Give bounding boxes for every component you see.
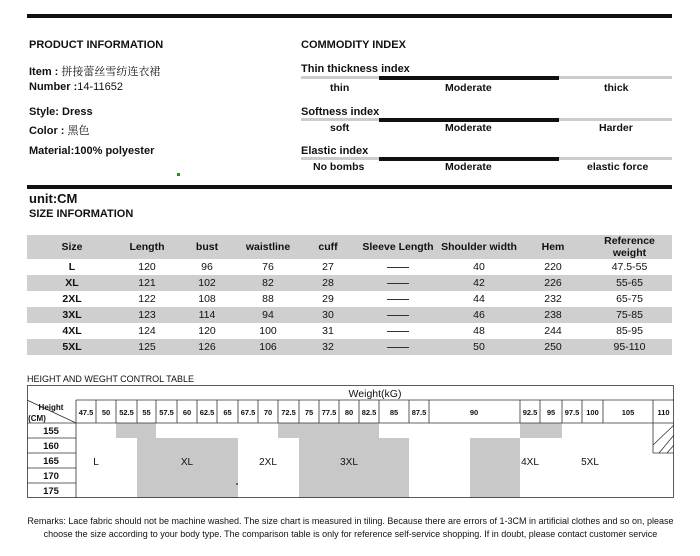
- weight-tick-label: 75: [304, 408, 314, 417]
- dash-mark: [387, 267, 409, 268]
- size-info-title: SIZE INFORMATION: [29, 208, 134, 220]
- cell-sleeve-length: [357, 307, 439, 323]
- cell-hem: 244: [544, 325, 562, 337]
- height-label: 160: [43, 441, 59, 452]
- cell-shoulder-width: 44: [473, 293, 485, 305]
- cell-hem: 226: [544, 277, 562, 289]
- header-hem: Hem: [541, 241, 565, 253]
- weight-tick-label: 97.5: [564, 408, 580, 417]
- cell-shoulder-width: 46: [473, 309, 485, 321]
- header-shoulder-width: Shoulder width: [441, 241, 517, 253]
- cell-length: 121: [138, 277, 156, 289]
- cell-bust: 102: [198, 277, 216, 289]
- weight-tick-label: 77.5: [321, 408, 337, 417]
- weight-tick-label: 80: [344, 408, 354, 417]
- color-line: [29, 122, 90, 138]
- header-length: Length: [129, 241, 165, 253]
- size-region-label: 5XL: [581, 457, 599, 468]
- item-line: [29, 63, 160, 79]
- cell-sleeve-length: [357, 275, 439, 291]
- cell-size: 4XL: [62, 325, 82, 337]
- item-value: 拼接蕾丝雪纺连衣裙: [61, 66, 161, 78]
- cell-hem: 238: [544, 309, 562, 321]
- color-value: 黑色: [67, 125, 90, 137]
- elastic-level-high: elastic force: [587, 161, 649, 173]
- softness-level-mid: Moderate: [445, 122, 492, 134]
- cell-waistline: 88: [262, 293, 274, 305]
- cell-sleeve-length: [357, 291, 439, 307]
- cell-shoulder-width: 40: [473, 261, 485, 273]
- cell-hem: 232: [544, 293, 562, 305]
- cell-reference-weight: 75-85: [616, 309, 643, 321]
- cell-size: 5XL: [62, 341, 82, 353]
- cell-cuff: 32: [322, 341, 334, 353]
- height-label: 175: [43, 486, 59, 497]
- cell-reference-weight: 85-95: [616, 325, 643, 337]
- number-label: Number :: [29, 81, 78, 93]
- commodity-index-title: COMMODITY INDEX: [301, 39, 406, 51]
- product-info-title: PRODUCT INFORMATION: [29, 39, 164, 51]
- weight-tick-label: 85: [389, 408, 399, 417]
- height-label: 165: [43, 456, 59, 467]
- cell-cuff: 28: [322, 277, 334, 289]
- region-5xl-top: [520, 423, 562, 438]
- table-row: [27, 275, 672, 291]
- cell-sleeve-length: [357, 339, 439, 355]
- table-row: [27, 259, 672, 275]
- thickness-bar-left: [301, 76, 379, 79]
- softness-index-name: Softness index: [301, 106, 380, 118]
- style-label: Style:: [29, 106, 59, 118]
- cell-cuff: 31: [322, 325, 334, 337]
- size-region-label: 2XL: [259, 457, 277, 468]
- cell-cuff: 30: [322, 309, 334, 321]
- table-row: [27, 291, 672, 307]
- softness-bar-left: [301, 118, 379, 121]
- cell-hem: 220: [544, 261, 562, 273]
- cell-size: L: [68, 261, 76, 273]
- size-region-label: 4XL: [521, 457, 539, 468]
- weight-tick-label: 55: [142, 408, 151, 417]
- dash-mark: [387, 331, 409, 332]
- thickness-level-high: thick: [604, 82, 629, 94]
- softness-bar-right: [559, 118, 672, 121]
- height-label: 170: [43, 471, 59, 482]
- weight-tick-label: 110: [657, 408, 670, 417]
- material-label: Material:: [29, 145, 75, 157]
- elastic-index-name: Elastic index: [301, 145, 369, 157]
- style-value: Dress: [62, 106, 93, 118]
- unit-label: unit:CM: [29, 191, 78, 206]
- table-row: [27, 339, 672, 355]
- hatch-line: [653, 425, 674, 445]
- material-line: [29, 145, 154, 157]
- cell-bust: 96: [201, 261, 213, 273]
- decorative-dot: [236, 483, 238, 485]
- cell-shoulder-width: 50: [473, 341, 485, 353]
- elastic-bar-right: [559, 157, 672, 160]
- hatch-line: [659, 435, 674, 453]
- hatch-line: [667, 445, 674, 453]
- height-label: 155: [43, 426, 59, 437]
- size-region-label: XL: [180, 457, 194, 468]
- region-xl: [137, 438, 238, 498]
- thickness-level-mid: Moderate: [445, 82, 492, 94]
- remarks-text: Remarks: Lace fabric should not be machine washed. The size chart is measured in tiling. Because there are errors of 1-3CM in artificial clothes and so on, please choose the size according to your body type. The comparison table is only for reference self-service shopping. If in doubt, please contact customer service: [27, 516, 674, 539]
- section-separator: [27, 185, 672, 189]
- cell-shoulder-width: 48: [473, 325, 485, 337]
- number-value: 14-11652: [77, 81, 123, 93]
- weight-tick-label: 70: [263, 408, 273, 417]
- region-xl-top: [116, 423, 156, 438]
- region-4xl-5xl: [470, 438, 520, 498]
- material-value: 100% polyester: [74, 145, 155, 157]
- weight-tick-label: 72.5: [281, 408, 296, 417]
- cell-bust: 108: [198, 293, 216, 305]
- header-size: Size: [61, 241, 83, 253]
- cell-size: 2XL: [62, 293, 82, 305]
- weight-tick-label: 57.5: [159, 408, 174, 417]
- cell-cuff: 27: [322, 261, 334, 273]
- weight-tick-label: 95: [546, 408, 556, 417]
- elastic-bar-left: [301, 157, 379, 160]
- cell-length: 122: [138, 293, 156, 305]
- dash-mark: [387, 299, 409, 300]
- elastic-level-low: No bombs: [313, 161, 365, 173]
- cell-length: 124: [138, 325, 156, 337]
- weight-tick-label: 47.5: [78, 408, 94, 417]
- cell-hem: 250: [544, 341, 562, 353]
- cell-length: 125: [138, 341, 156, 353]
- cell-reference-weight: 47.5-55: [611, 261, 648, 273]
- cell-sleeve-length: [357, 323, 439, 339]
- item-label: Item :: [29, 66, 59, 78]
- cell-waistline: 106: [259, 341, 277, 353]
- cell-reference-weight: 95-110: [613, 341, 646, 353]
- cell-size: 3XL: [62, 309, 82, 321]
- dash-mark: [387, 347, 409, 348]
- size-table-header: [27, 235, 672, 259]
- header-waistline: waistline: [245, 241, 291, 253]
- weight-tick-label: 52.5: [119, 408, 134, 417]
- weight-axis-label: Weight(kG): [348, 388, 402, 400]
- number-line: [29, 81, 123, 93]
- weight-tick-label: 87.5: [411, 408, 427, 417]
- header-reference-weight: Reference weight: [604, 235, 655, 259]
- cell-bust: 114: [198, 309, 216, 321]
- cell-waistline: 94: [262, 309, 274, 321]
- weight-tick-label: 92.5: [522, 408, 538, 417]
- corner-height-label: Height: [38, 403, 64, 412]
- cell-waistline: 100: [259, 325, 277, 337]
- weight-tick-label: 62.5: [199, 408, 215, 417]
- header-cuff: cuff: [318, 241, 338, 253]
- table-row: [27, 307, 672, 323]
- cell-waistline: 76: [262, 261, 274, 273]
- thickness-index-name: Thin thickness index: [301, 63, 410, 75]
- dash-mark: [387, 283, 409, 284]
- header-bust: bust: [195, 241, 219, 253]
- hw-chart: [27, 385, 675, 498]
- cell-reference-weight: 65-75: [616, 293, 643, 305]
- thickness-level-low: thin: [330, 82, 350, 94]
- region-3xl-top: [278, 423, 379, 438]
- softness-level-high: Harder: [599, 122, 633, 134]
- thickness-bar-mid: [379, 76, 559, 80]
- color-label: Color :: [29, 125, 65, 137]
- decorative-dot: [177, 173, 180, 176]
- header-sleeve-length: Sleeve Length: [362, 241, 434, 253]
- weight-tick-label: 100: [586, 408, 599, 417]
- weight-tick-label: 60: [182, 408, 192, 417]
- cell-reference-weight: 55-65: [616, 277, 643, 289]
- weight-tick-label: 65: [223, 408, 232, 417]
- top-rule: [27, 14, 672, 18]
- cell-sleeve-length: [357, 259, 439, 275]
- weight-tick-label: 67.5: [240, 408, 256, 417]
- table-row: [27, 323, 672, 339]
- cell-shoulder-width: 42: [473, 277, 485, 289]
- region-3xl: [299, 438, 409, 498]
- weight-tick-label: 82.5: [361, 408, 377, 417]
- weight-tick-label: 90: [469, 408, 479, 417]
- cell-bust: 120: [198, 325, 216, 337]
- elastic-level-mid: Moderate: [445, 161, 492, 173]
- dash-mark: [387, 315, 409, 316]
- style-line: [29, 106, 93, 118]
- cell-bust: 126: [198, 341, 216, 353]
- size-table: [27, 235, 672, 355]
- softness-level-low: soft: [330, 122, 350, 134]
- cell-size: XL: [65, 277, 79, 289]
- weight-tick-label: 105: [621, 408, 635, 417]
- cell-length: 123: [138, 309, 156, 321]
- cell-cuff: 29: [322, 293, 334, 305]
- size-region-label: 3XL: [340, 457, 358, 468]
- hw-chart-title: HEIGHT AND WEGHT CONTROL TABLE: [27, 374, 195, 384]
- cell-length: 120: [138, 261, 156, 273]
- size-region-label: L: [93, 457, 99, 468]
- weight-tick-label: 50: [101, 408, 111, 417]
- corner-unit-label: (CM): [28, 414, 46, 423]
- cell-waistline: 82: [262, 277, 274, 289]
- thickness-bar-right: [559, 76, 672, 79]
